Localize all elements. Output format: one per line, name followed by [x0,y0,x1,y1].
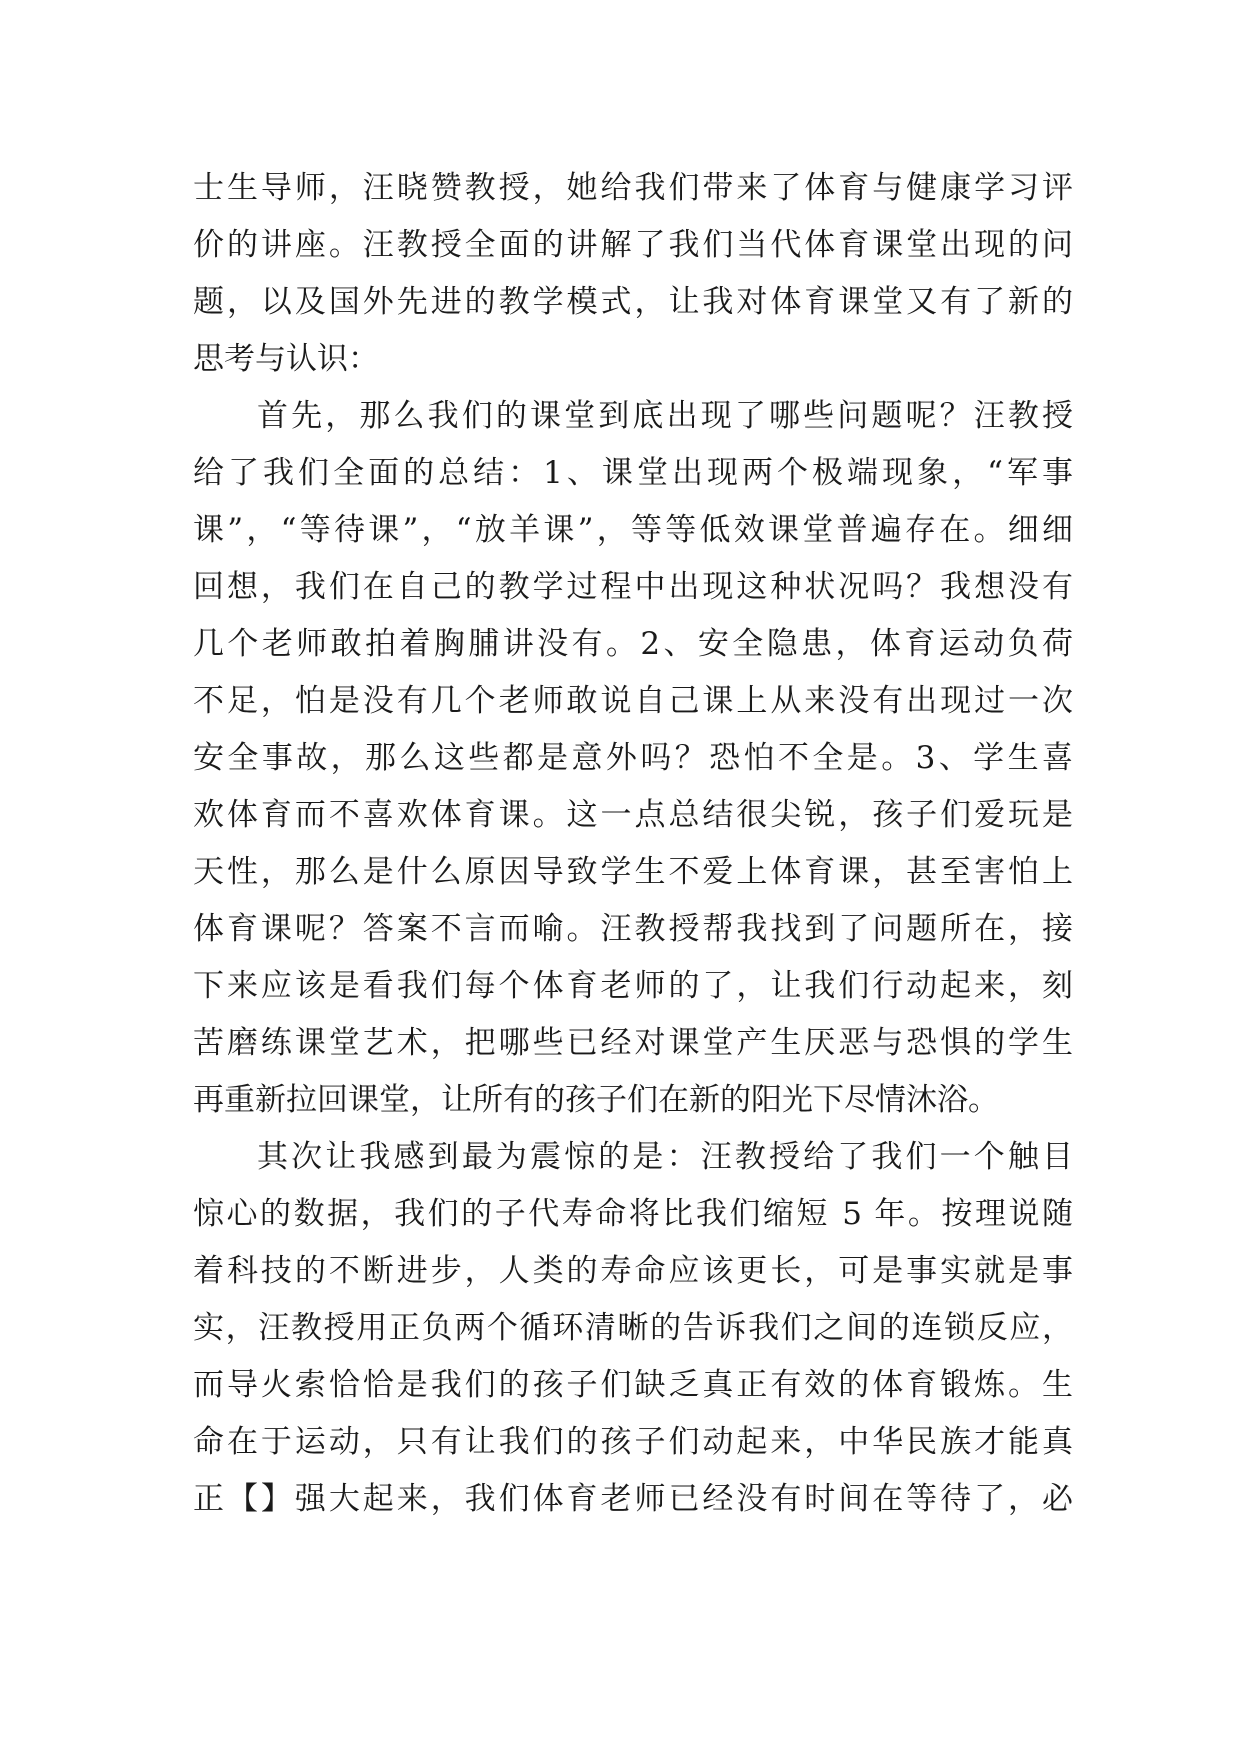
text-line: 苦磨练课堂艺术，把哪些已经对课堂产生厌恶与恐惧的学生 [193,1025,1073,1061]
text-line: 着科技的不断进步，人类的寿命应该更长，可是事实就是事 [193,1253,1073,1289]
text-line: 惊心的数据，我们的子代寿命将比我们缩短 5 年。按理说随 [193,1196,1073,1232]
text-line: 几个老师敢拍着胸脯讲没有。2、安全隐患，体育运动负荷 [193,626,1073,662]
text-line: 下来应该是看我们每个体育老师的了，让我们行动起来，刻 [193,968,1073,1004]
text-line: 实，汪教授用正负两个循环清晰的告诉我们之间的连锁反应， [193,1310,1073,1346]
text-line: 安全事故，那么这些都是意外吗？恐怕不全是。3、学生喜 [193,740,1073,776]
text-line: 士生导师，汪晓赞教授，她给我们带来了体育与健康学习评 [193,170,1073,206]
body-text [193,160,1073,1528]
text-line: 体育课呢？答案不言而喻。汪教授帮我找到了问题所在，接 [193,911,1073,947]
text-line: 不足，怕是没有几个老师敢说自己课上从来没有出现过一次 [193,683,1073,719]
text-line: 给了我们全面的总结：1、课堂出现两个极端现象，“军事 [193,455,1073,491]
text-line: 再重新拉回课堂，让所有的孩子们在新的阳光下尽情沐浴。 [193,1082,999,1118]
text-line: 思考与认识： [193,341,379,377]
paragraph-first-line: 其次让我感到最为震惊的是：汪教授给了我们一个触目 [257,1139,1073,1175]
text-line: 价的讲座。汪教授全面的讲解了我们当代体育课堂出现的问 [193,227,1073,263]
text-line: 回想，我们在自己的教学过程中出现这种状况吗？我想没有 [193,569,1073,605]
text-line: 欢体育而不喜欢体育课。这一点总结很尖锐，孩子们爱玩是 [193,797,1073,833]
text-line: 而导火索恰恰是我们的孩子们缺乏真正有效的体育锻炼。生 [193,1367,1073,1403]
paragraph-first-line: 首先，那么我们的课堂到底出现了哪些问题呢？汪教授 [257,398,1073,434]
text-line: 题，以及国外先进的教学模式，让我对体育课堂又有了新的 [193,284,1073,320]
text-line: 正【】强大起来，我们体育老师已经没有时间在等待了，必 [193,1481,1073,1517]
text-line: 天性，那么是什么原因导致学生不爱上体育课，甚至害怕上 [193,854,1073,890]
text-line: 命在于运动，只有让我们的孩子们动起来，中华民族才能真 [193,1424,1073,1460]
text-line: 课”，“等待课”，“放羊课”，等等低效课堂普遍存在。细细 [193,512,1073,548]
